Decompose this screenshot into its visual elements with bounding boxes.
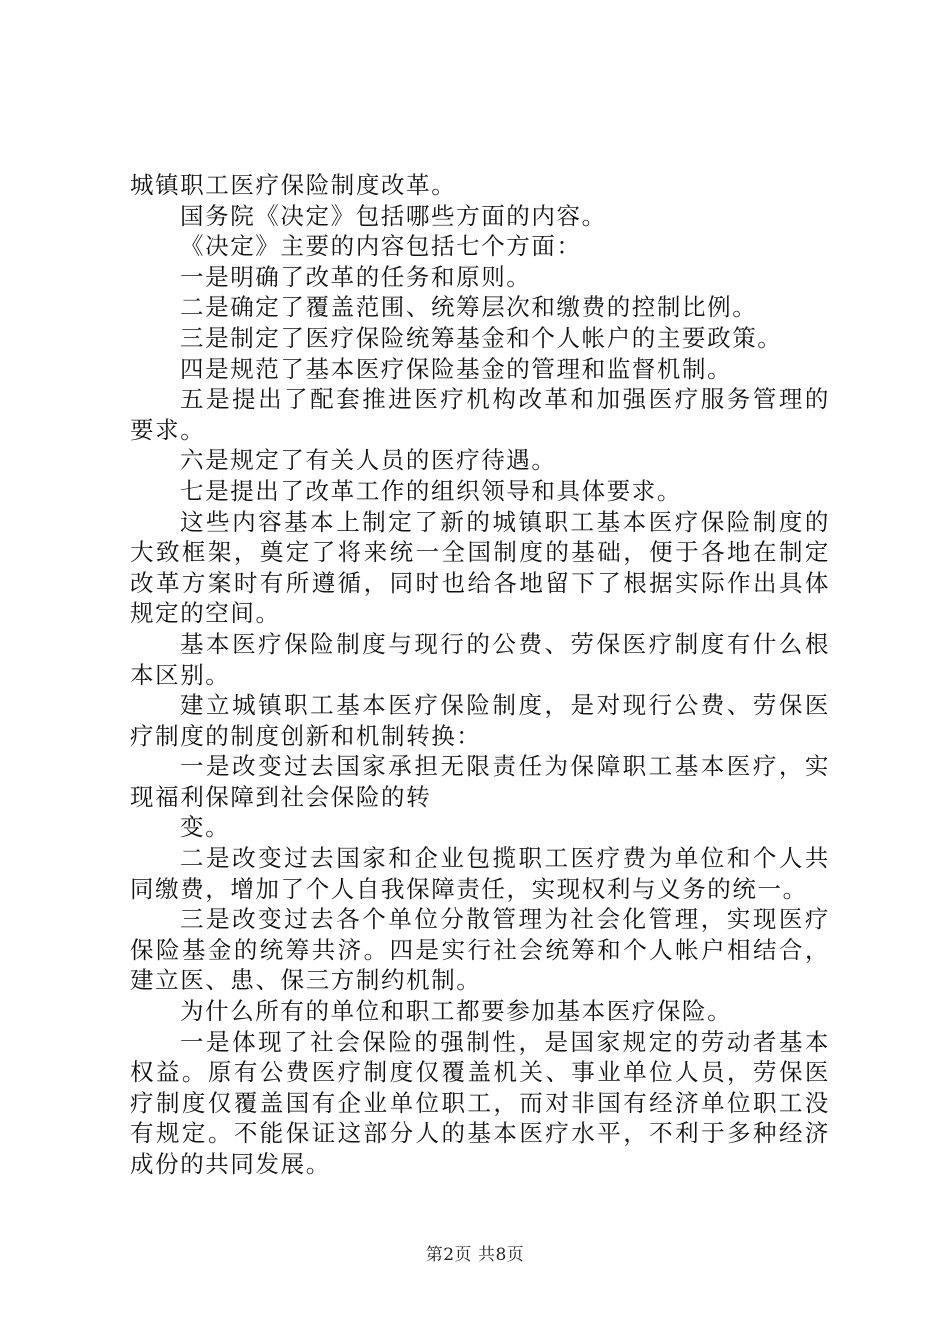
paragraph-1: 国务院《决定》包括哪些方面的内容。: [180, 201, 607, 230]
paragraph-18: 一是体现了社会保险的强制性，是国家规定的劳动者基本权益。原有公费医疗制度仅覆盖机关、事业单位人员，劳保医疗制度仅覆盖国有企业单位职工，而对非国有经济单位职工没有规定。不能保证这部分人的基本医疗水平，不利于多种经济成份的共同发展。: [130, 1027, 830, 1178]
paragraph-13: 一是改变过去国家承担无限责任为保障职工基本医疗，实现福利保障到社会保险的转: [130, 752, 830, 811]
paragraph-16: 三是改变过去各个单位分散管理为社会化管理，实现医疗保险基金的统筹共济。四是实行社会统筹和个人帐户相结合，建立医、患、保三方制约机制。: [130, 905, 830, 995]
paragraph-4: 二是确定了覆盖范围、统筹层次和缴费的控制比例。: [180, 293, 758, 322]
paragraph-17: 为什么所有的单位和职工都要参加基本医疗保险。: [180, 997, 733, 1026]
paragraph-14: 变。: [180, 813, 231, 842]
document-body: [130, 170, 830, 1180]
paragraph-12: 建立城镇职工基本医疗保险制度，是对现行公费、劳保医疗制度的制度创新和机制转换：: [130, 691, 830, 750]
paragraph-10: 这些内容基本上制定了新的城镇职工基本医疗保险制度的大致框架，奠定了将来统一全国制度的基础，便于各地在制定改革方案时有所遵循，同时也给各地留下了根据实际作出具体规定的空间。: [130, 507, 830, 628]
paragraph-8: 六是规定了有关人员的医疗待遇。: [180, 446, 557, 475]
paragraph-9: 七是提出了改革工作的组织领导和具体要求。: [180, 476, 682, 505]
paragraph-0: 城镇职工医疗保险制度改革。: [130, 171, 457, 199]
paragraph-3: 一是明确了改革的任务和原则。: [180, 262, 532, 291]
paragraph-2: 《决定》主要的内容包括七个方面：: [180, 232, 582, 261]
paragraph-7: 五是提出了配套推进医疗机构改革和加强医疗服务管理的要求。: [130, 385, 830, 444]
page-number-footer: 第2页 共8页: [425, 1245, 525, 1265]
paragraph-15: 二是改变过去国家和企业包揽职工医疗费为单位和个人共同缴费，增加了个人自我保障责任，实现权利与义务的统一。: [130, 844, 830, 903]
paragraph-11: 基本医疗保险制度与现行的公费、劳保医疗制度有什么根本区别。: [130, 629, 830, 689]
paragraph-6: 四是规范了基本医疗保险基金的管理和监督机制。: [180, 354, 733, 383]
paragraph-5: 三是制定了医疗保险统筹基金和个人帐户的主要政策。: [180, 323, 783, 352]
